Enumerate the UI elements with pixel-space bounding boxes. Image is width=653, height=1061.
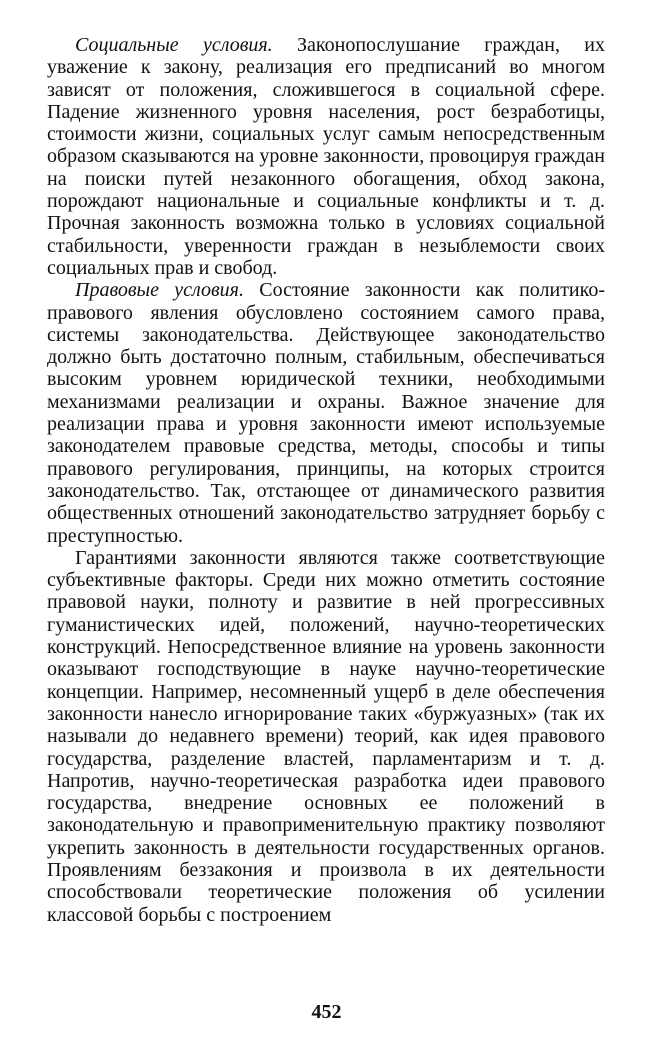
page-number: 452 [311,1001,342,1023]
paragraph-text: Гарантиями законности являются также соответствующие субъективные факторы. Среди них можно отметить состояние правовой науки, полноту и развитие в ней прогрессивных гуманистических идей, положений, научно-теоретических конструкций. Непосредственное влияние на уровень законности оказывают господствующие в науке научно-теоретические концепции. Например, несомненный ущерб в деле обеспечения законности нанесло игнорирование таких «буржуазных» (так их называли до недавнего времени) теорий, как идея правового государства, разделение властей, парламентаризм и т. д. Напротив, научно-теоретическая разработка идеи правового государства, внедрение основных ее положений в законодательную и правоприменительную практику позволяют укрепить законность в деятельности государственных органов. Проявлениям беззакония и произвола в их деятельности способствовали теоретические положения об усилении классовой борьбы с построением [47,546,605,926]
page-body [47,34,605,926]
paragraph-subjective-factors [47,547,605,926]
paragraph-lead: Правовые условия. [75,279,244,302]
paragraph-lead: Социальные условия. [75,34,273,56]
paragraph-legal-conditions [47,279,605,547]
paragraph-social-conditions [47,34,605,279]
paragraph-text: Состояние законности как политико-правового явления обусловлено состоянием самого права, системы законодательства. Действующее законодательство должно быть достаточно полным, стабильным, обеспечиваться высоким уровнем юридической техники, необходимыми механизмами реализации и охраны. Важное значение для реализации права и уровня законности имеют используемые законодателем правовые средства, методы, способы и типы правового регулирования, принципы, на которых строится законодательство. Так, отстающее от динамического развития общественных отношений законодательство затрудняет борьбу с преступностью. [47,279,605,547]
paragraph-text: Законопослушание граждан, их уважение к закону, реализация его предписаний во многом зависят от положения, сложившегося в социальной сфере. Падение жизненного уровня населения, рост безработицы, стоимости жизни, социальных услуг самым непосредственным образом сказываются на уровне законности, провоцируя граждан на поиски путей незаконного обогащения, обход закона, порождают национальные и социальные конфликты и т. д. Прочная законность возможна только в условиях социальной стабильности, уверенности граждан в незыблемости своих социальных прав и свобод. [47,34,605,279]
